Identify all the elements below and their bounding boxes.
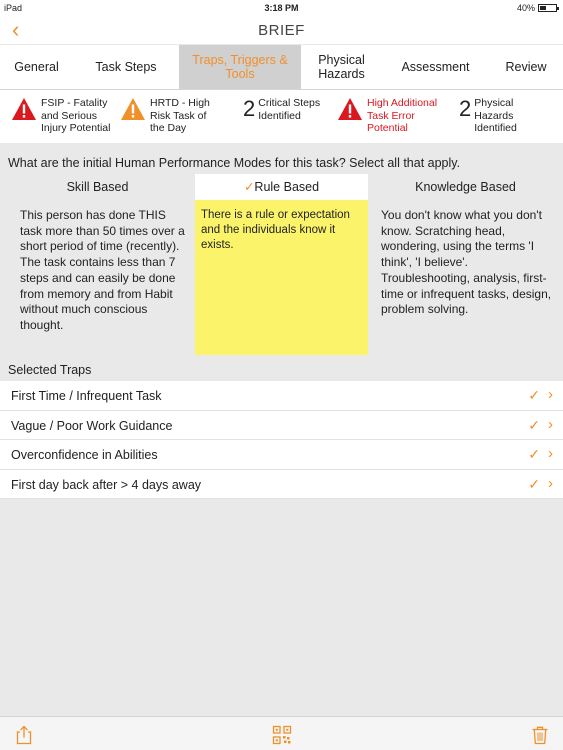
tab-label: Assessment [401,60,470,74]
fsip-indicator [11,97,123,135]
tab-bar [0,45,563,89]
traps-list [0,381,563,499]
check-icon: ✓ [528,446,540,462]
device-label: iPad [4,3,23,13]
chevron-right-icon: › [548,415,553,433]
mode-label: Skill Based [66,180,129,194]
tab-assessment[interactable] [382,45,489,89]
battery-percent: 40% [516,3,535,13]
warning-red-icon [11,97,37,121]
check-icon: ✓ [528,387,540,403]
mode-label: Knowledge Based [415,180,516,194]
mode-rule-based[interactable] [195,174,368,200]
share-icon[interactable] [14,725,34,745]
tab-label: Physical Hazards [318,53,365,81]
trap-label: Vague / Poor Work Guidance [11,418,173,433]
page-title: BRIEF [258,22,305,39]
hrtd-label: HRTD - High Risk Task of the Day [150,97,210,134]
trap-label: First Time / Infrequent Task [11,389,162,403]
chevron-right-icon: › [548,445,553,462]
trap-label: First day back after > 4 days away [11,477,202,492]
bottom-toolbar [0,716,563,750]
warning-red-icon [337,97,363,121]
mode-knowledge-based[interactable] [368,174,563,200]
warning-orange-icon [120,97,146,121]
trap-label: Overconfidence in Abilities [11,448,158,462]
modes-question: What are the initial Human Performance Modes for this task? Select all that apply. [8,156,461,170]
mode-knowledge-based-description: You don't know what you don't know. Scratching head, wondering, using the terms 'I think', 'I believe'. Troubleshooting, analysis, first-time or infrequent tasks, design, problem solving. [381,208,552,317]
chevron-right-icon: › [548,386,553,403]
tab-review[interactable] [489,45,563,89]
list-item[interactable] [0,440,563,470]
error-potential-label: High Additional Task Error Potential [367,97,438,134]
list-item[interactable] [0,381,563,411]
tab-label: General [14,60,59,74]
mode-skill-based-description: This person has done THIS task more than 50 times over a short period of time (recently). The task contains less than 7 steps and can easily be done from memory and from Habit without much conscious thought. [20,208,185,332]
critical-steps-indicator [243,97,338,122]
mode-label: Rule Based [254,180,320,194]
check-icon: ✓ [528,475,540,492]
tab-physical-hazards[interactable] [301,45,382,89]
error-potential-indicator [337,97,459,135]
trash-icon[interactable] [530,725,550,745]
critical-steps-count: 2 [243,96,256,121]
qr-code-icon[interactable] [272,725,292,745]
check-icon: ✓ [528,416,540,433]
clock: 3:18 PM [264,3,299,13]
selected-traps-heading: Selected Traps [8,363,92,377]
physical-hazards-count: 2 [459,96,472,121]
critical-steps-label: Critical Steps Identified [258,97,321,122]
chevron-right-icon: › [548,474,553,492]
check-icon: ✓ [243,180,255,194]
list-item[interactable] [0,411,563,441]
physical-hazards-label: Physical Hazards Identified [474,97,517,134]
tab-label: Task Steps [95,60,157,74]
tab-task-steps[interactable] [73,45,179,89]
tab-label: Review [505,60,547,74]
tab-label: Traps, Triggers & Tools [192,53,288,81]
list-item[interactable] [0,470,563,500]
battery-icon [538,4,557,12]
mode-skill-based[interactable] [0,174,195,200]
physical-hazards-indicator [459,97,559,135]
mode-rule-based-description: There is a rule or expectation and the individuals know it exists. [195,200,368,355]
status-bar [0,0,563,16]
fsip-label: FSIP - Fatality and Serious Injury Potential [41,97,111,134]
risk-summary [0,89,563,143]
nav-bar [0,16,563,44]
hrtd-indicator [120,97,230,135]
chevron-left-icon[interactable]: ‹ [12,17,20,42]
tab-traps-triggers-tools[interactable] [179,45,301,89]
battery-indicator [517,3,557,13]
tab-general[interactable] [0,45,73,89]
